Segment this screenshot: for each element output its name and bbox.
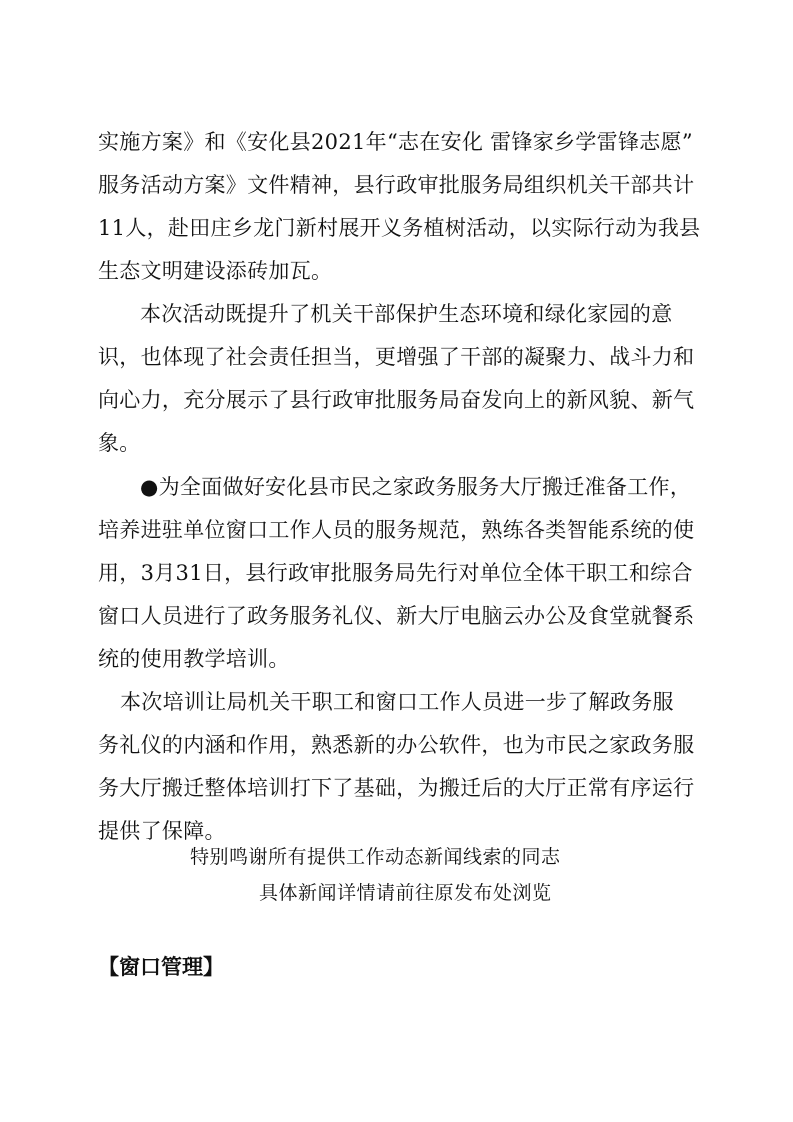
paragraph-4-line-1: 本次培训让局机关干职工和窗口工作人员进一步了解政务服	[120, 690, 674, 714]
paragraph-1-line-4: 生态文明建设添砖加瓦。	[98, 259, 333, 283]
paragraph-1-line-3: 11人，赴田庄乡龙门新村展开义务植树活动，以实际行动为我县	[98, 216, 701, 240]
paragraph-2-line-3: 向心力，充分展示了县行政审批服务局奋发向上的新风貌、新气	[98, 388, 695, 412]
paragraph-4-line-3: 务大厅搬迁整体培训打下了基础，为搬迁后的大厅正常有序运行	[98, 776, 695, 800]
paragraph-3-line-3: 用，3月31日，县行政审批服务局先行对单位全体干职工和综合	[98, 561, 693, 585]
paragraph-4-line-4: 提供了保障。	[98, 819, 226, 843]
paragraph-4-line-2: 务礼仪的内涵和作用，熟悉新的办公软件，也为市民之家政务服	[98, 733, 695, 757]
paragraph-1-line-1: 实施方案》和《安化县2021年“志在安化 雷锋家乡学雷锋志愿”	[98, 130, 693, 154]
acknowledgement-line-2: 具体新闻详情请前往原发布处浏览	[259, 882, 552, 904]
paragraph-3-line-1: ●为全面做好安化县市民之家政务服务大厅搬迁准备工作，	[140, 475, 692, 499]
section-heading: 【窗口管理】	[98, 955, 224, 979]
paragraph-2-line-2: 识，也体现了社会责任担当，更增强了干部的凝聚力、战斗力和	[98, 345, 695, 369]
paragraph-3-line-5: 统的使用教学培训。	[98, 647, 290, 671]
paragraph-3-line-2: 培养进驻单位窗口工作人员的服务规范，熟练各类智能系统的使	[98, 518, 695, 542]
acknowledgement-line-1: 特别鸣谢所有提供工作动态新闻线索的同志	[190, 846, 561, 868]
paragraph-3-line-4: 窗口人员进行了政务服务礼仪、新大厅电脑云办公及食堂就餐系	[98, 604, 695, 628]
paragraph-2-line-1: 本次活动既提升了机关干部保护生态环境和绿化家园的意	[140, 302, 673, 326]
paragraph-2-line-4: 象。	[98, 431, 141, 455]
paragraph-1-line-2: 服务活动方案》文件精神，县行政审批服务局组织机关干部共计	[98, 173, 695, 197]
